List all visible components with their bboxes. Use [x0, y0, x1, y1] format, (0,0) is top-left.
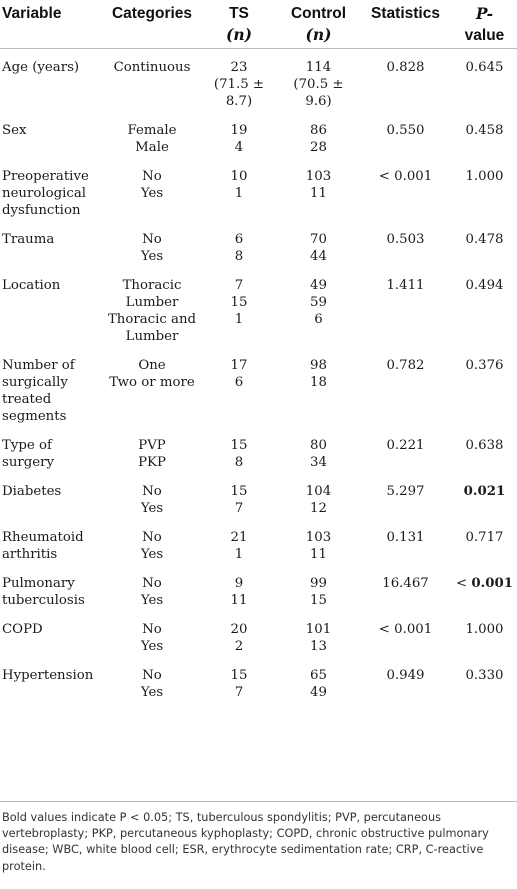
cell-ts-line: 1	[234, 186, 244, 201]
cell-pvalue-line: 0.638	[465, 438, 504, 453]
cell-variable-line: COPD	[2, 622, 43, 637]
cell-pvalue-line: 0.645	[465, 60, 504, 75]
header-pvalue: P- value	[452, 0, 517, 49]
cell-ts-line: 8.7)	[225, 94, 253, 109]
cell-categories	[104, 345, 200, 425]
cell-ts-line: 17	[230, 358, 248, 373]
cell-statistics	[359, 563, 452, 609]
cell-variable-line: surgery	[2, 455, 54, 470]
cell-ts-line: 21	[230, 530, 248, 545]
cell-control	[278, 345, 359, 425]
cell-pvalue-line	[454, 483, 515, 500]
cell-control-line: 99	[310, 576, 327, 591]
cell-categories-line: Thoracic and	[107, 312, 197, 327]
cell-control-line: 104	[305, 484, 332, 499]
cell-categories	[104, 609, 200, 655]
cell-control-line: 86	[310, 123, 327, 138]
cell-ts	[200, 609, 278, 655]
cell-variable	[0, 609, 104, 655]
cell-variable-line: tuberculosis	[2, 593, 85, 608]
cell-control	[278, 219, 359, 265]
cell-statistics-line: 0.949	[386, 668, 425, 683]
cell-statistics	[359, 655, 452, 701]
cell-control-line: 11	[310, 186, 327, 201]
cell-control-line: 28	[310, 140, 327, 155]
cell-control-line: 103	[305, 169, 332, 184]
cell-categories	[104, 110, 200, 156]
cell-variable-line: Rheumatoid	[2, 530, 84, 545]
table-row	[0, 49, 517, 111]
cell-categories-line: No	[142, 530, 162, 545]
table-row	[0, 425, 517, 471]
cell-variable	[0, 655, 104, 701]
cell-statistics	[359, 425, 452, 471]
cell-ts-line: 15	[230, 295, 248, 310]
cell-categories	[104, 156, 200, 219]
header-statistics: Statistics	[359, 0, 452, 49]
cell-control-line: 98	[310, 358, 327, 373]
cell-pvalue	[452, 265, 517, 345]
cell-statistics-line: 0.503	[386, 232, 425, 247]
cell-ts-line: 10	[230, 169, 248, 184]
cell-ts	[200, 655, 278, 701]
cell-pvalue	[452, 345, 517, 425]
cell-variable-line: Preoperative	[2, 169, 89, 184]
cell-categories-line: No	[142, 484, 162, 499]
cell-variable	[0, 425, 104, 471]
cell-statistics-line: < 0.001	[378, 169, 433, 184]
cell-control-line: 103	[305, 530, 332, 545]
cell-control-line: 49	[310, 278, 327, 293]
cell-statistics-line: 5.297	[386, 484, 425, 499]
cell-control-line: 65	[310, 668, 327, 683]
cell-ts-line: 23	[230, 60, 248, 75]
cell-pvalue-line: 0.494	[465, 278, 504, 293]
cell-control	[278, 471, 359, 517]
cell-pvalue	[452, 110, 517, 156]
cell-categories-line: One	[138, 358, 166, 373]
cell-pvalue	[452, 156, 517, 219]
cell-ts-line: 8	[234, 455, 244, 470]
cell-pvalue-line: 0.478	[465, 232, 504, 247]
cell-categories	[104, 517, 200, 563]
cell-ts-line: (71.5 ±	[213, 77, 265, 92]
cell-ts-line: 15	[230, 484, 248, 499]
cell-categories-line: No	[142, 622, 162, 637]
cell-control	[278, 110, 359, 156]
cell-categories	[104, 265, 200, 345]
bold-pvalue: 0.001	[471, 576, 513, 591]
cell-pvalue-line: 0.458	[465, 123, 504, 138]
cell-categories	[104, 219, 200, 265]
cell-categories-line: Yes	[140, 547, 164, 562]
cell-variable	[0, 156, 104, 219]
cell-statistics	[359, 345, 452, 425]
cell-categories-line: Yes	[140, 501, 164, 516]
cell-variable	[0, 110, 104, 156]
cell-control	[278, 425, 359, 471]
table-row	[0, 517, 517, 563]
cell-variable	[0, 219, 104, 265]
cell-ts	[200, 345, 278, 425]
cell-ts-line: 4	[234, 140, 244, 155]
cell-control-line: 70	[310, 232, 327, 247]
cell-statistics	[359, 609, 452, 655]
cell-control	[278, 609, 359, 655]
cell-ts	[200, 471, 278, 517]
cell-control	[278, 265, 359, 345]
cell-pvalue-line: 0.330	[465, 668, 504, 683]
cell-statistics-line: 1.411	[386, 278, 425, 293]
cell-categories-line: Female	[127, 123, 177, 138]
table-body	[0, 49, 517, 702]
cell-ts	[200, 110, 278, 156]
cell-categories-line: Lumber	[125, 295, 179, 310]
cell-control-line: 6	[314, 312, 323, 327]
cell-pvalue	[452, 563, 517, 609]
cell-statistics	[359, 219, 452, 265]
cell-ts-line: 9	[234, 576, 244, 591]
cell-categories	[104, 425, 200, 471]
cell-categories-line: No	[142, 668, 162, 683]
cell-pvalue	[452, 655, 517, 701]
cell-variable-line: Location	[2, 278, 61, 293]
cell-variable	[0, 471, 104, 517]
cell-statistics	[359, 156, 452, 219]
cell-pvalue	[452, 219, 517, 265]
table-row	[0, 655, 517, 701]
cell-ts	[200, 265, 278, 345]
table-footnote	[0, 801, 517, 875]
cell-variable-line: Sex	[2, 123, 27, 138]
cell-ts-line: 1	[234, 312, 244, 327]
cell-categories	[104, 655, 200, 701]
cell-control-line: 15	[310, 593, 327, 608]
cell-ts-line: 15	[230, 438, 248, 453]
cell-pvalue	[452, 471, 517, 517]
cell-categories-line: Yes	[140, 186, 164, 201]
cell-statistics-line: 16.467	[382, 576, 429, 591]
cell-statistics	[359, 471, 452, 517]
cell-variable-line: dysfunction	[2, 203, 81, 218]
cell-pvalue-line: 0.376	[465, 358, 504, 373]
cell-ts	[200, 563, 278, 609]
cell-control	[278, 156, 359, 219]
cell-categories-line: Yes	[140, 249, 164, 264]
cell-categories-line: Thoracic	[122, 278, 182, 293]
table-row	[0, 219, 517, 265]
cell-variable-line: Type of	[2, 438, 52, 453]
cell-statistics-line: 0.131	[386, 530, 425, 545]
table-row	[0, 563, 517, 609]
cell-categories-line: PVP	[138, 438, 166, 453]
cell-ts	[200, 219, 278, 265]
cell-control-line: 18	[310, 375, 327, 390]
cell-control-line: 101	[305, 622, 332, 637]
cell-variable-line: Number of	[2, 358, 75, 373]
cell-ts	[200, 49, 278, 111]
cell-ts	[200, 156, 278, 219]
cell-pvalue-line: 1.000	[465, 622, 504, 637]
cell-pvalue	[452, 609, 517, 655]
cell-categories	[104, 471, 200, 517]
cell-control	[278, 49, 359, 111]
cell-control-line: 80	[310, 438, 327, 453]
header-control: Control (n)	[278, 0, 359, 49]
cell-control-line: 44	[310, 249, 327, 264]
cell-control-line: 11	[310, 547, 327, 562]
cell-variable-line: Diabetes	[2, 484, 62, 499]
cell-categories-line: Male	[135, 140, 169, 155]
cell-variable	[0, 49, 104, 111]
table-row	[0, 609, 517, 655]
cell-ts-line: 7	[234, 501, 244, 516]
cell-statistics	[359, 110, 452, 156]
cell-categories-line: Two or more	[109, 375, 195, 390]
table-header	[0, 0, 517, 49]
cell-categories-line: No	[142, 232, 162, 247]
cell-categories-line: Yes	[140, 639, 164, 654]
cell-pvalue	[452, 425, 517, 471]
cell-variable-line: Hypertension	[2, 668, 94, 683]
cell-variable-line: Age (years)	[2, 60, 80, 75]
header-ts: TS (n)	[200, 0, 278, 49]
cell-ts-line: 11	[230, 593, 248, 608]
header-categories: Categories	[104, 0, 200, 49]
cell-variable	[0, 265, 104, 345]
cell-ts-line: 7	[234, 278, 244, 293]
cell-ts-line: 15	[230, 668, 248, 683]
cell-pvalue	[452, 49, 517, 111]
cell-categories-line: No	[142, 576, 162, 591]
cell-categories	[104, 49, 200, 111]
cell-ts-line: 19	[230, 123, 248, 138]
cell-pvalue-line: < 0.001	[455, 576, 513, 591]
cell-statistics	[359, 49, 452, 111]
cell-control-line: 59	[310, 295, 327, 310]
footnote-text: Bold values indicate P < 0.05; TS, tuberculous spondylitis; PVP, percutaneous vertebroplasty; PKP, percutaneous kyphoplasty; COPD, chronic obstructive pulmonary disease; WBC, white blood cell; ESR, erythrocyte sedimentation rate; CRP, C-reactive protein.	[2, 811, 489, 873]
table-row	[0, 110, 517, 156]
cell-control-line: 12	[310, 501, 327, 516]
cell-variable	[0, 563, 104, 609]
cell-ts	[200, 517, 278, 563]
cell-variable	[0, 517, 104, 563]
cell-variable-line: Pulmonary	[2, 576, 75, 591]
cell-control	[278, 517, 359, 563]
cell-control-line: 13	[310, 639, 327, 654]
cell-variable	[0, 345, 104, 425]
cell-statistics	[359, 517, 452, 563]
cell-ts-line: 6	[234, 375, 244, 390]
cell-categories-line: Yes	[140, 593, 164, 608]
table-row	[0, 156, 517, 219]
cell-control	[278, 655, 359, 701]
cell-statistics-line: 0.550	[386, 123, 425, 138]
cell-control-line: 49	[310, 685, 327, 700]
cell-variable-line: segments	[2, 409, 67, 424]
cell-variable-line: treated	[2, 392, 52, 407]
cell-ts-line: 7	[234, 685, 244, 700]
cell-statistics-line: 0.221	[386, 438, 425, 453]
cell-ts-line: 6	[234, 232, 244, 247]
cell-statistics-line: 0.782	[386, 358, 425, 373]
header-row	[0, 0, 517, 49]
cell-variable-line: Trauma	[2, 232, 55, 247]
cell-statistics-line: 0.828	[386, 60, 425, 75]
cell-pvalue	[452, 517, 517, 563]
cell-variable-line: surgically	[2, 375, 68, 390]
cell-variable-line: neurological	[2, 186, 87, 201]
cell-statistics	[359, 265, 452, 345]
cell-categories-line: Yes	[140, 685, 164, 700]
cell-statistics-line: < 0.001	[378, 622, 433, 637]
table-row	[0, 345, 517, 425]
cell-categories-line: No	[142, 169, 162, 184]
cell-categories-line: Continuous	[113, 60, 191, 75]
cell-control	[278, 563, 359, 609]
cell-ts-line: 1	[234, 547, 244, 562]
cell-categories	[104, 563, 200, 609]
cell-control-line: (70.5 ± 9.6)	[293, 77, 344, 109]
table-row	[0, 265, 517, 345]
cell-ts-line: 8	[234, 249, 244, 264]
cell-ts-line: 2	[234, 639, 244, 654]
cell-control-line: 114	[305, 60, 332, 75]
cell-categories-line: Lumber	[125, 329, 179, 344]
cell-ts	[200, 425, 278, 471]
bold-pvalue: 0.021	[463, 484, 506, 499]
cell-pvalue-line: 0.717	[465, 530, 504, 545]
table-row	[0, 471, 517, 517]
header-variable: Variable	[0, 0, 104, 49]
cell-control-line: 34	[310, 455, 327, 470]
cell-variable-line: arthritis	[2, 547, 58, 562]
cell-pvalue-line: 1.000	[465, 169, 504, 184]
cell-categories-line: PKP	[138, 455, 166, 470]
cell-ts-line: 20	[230, 622, 248, 637]
